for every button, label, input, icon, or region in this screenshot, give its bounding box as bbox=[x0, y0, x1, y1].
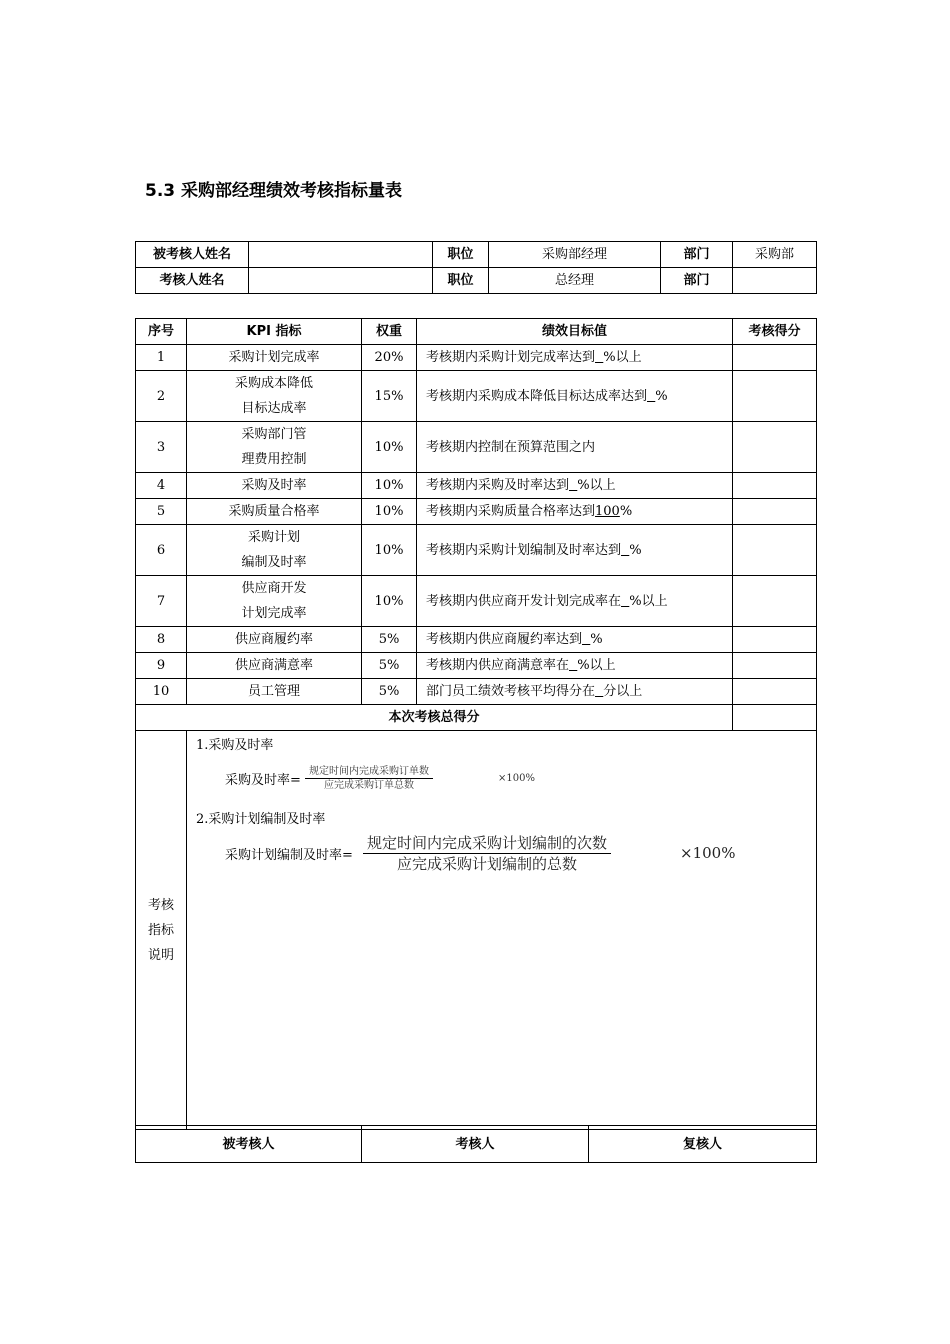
row-number: 7 bbox=[136, 576, 187, 627]
kpi-name bbox=[187, 576, 362, 627]
note-item1-lhs: 采购及时率= bbox=[225, 773, 301, 788]
note-item2-title: 2.采购计划编制及时率 bbox=[196, 812, 326, 827]
kpi-name-line: 采购质量合格率 bbox=[228, 504, 320, 519]
total-score-label: 本次考核总得分 bbox=[136, 705, 733, 731]
kpi-name-line: 采购及时率 bbox=[241, 478, 307, 493]
assessee-department-value: 采购部 bbox=[733, 242, 817, 268]
score-field[interactable] bbox=[733, 371, 817, 422]
assessor-name-label: 考核人姓名 bbox=[136, 268, 249, 294]
kpi-name-line: 编制及时率 bbox=[241, 555, 307, 570]
score-field[interactable] bbox=[733, 345, 817, 371]
kpi-target bbox=[417, 525, 733, 576]
total-score-field[interactable] bbox=[733, 705, 817, 731]
kpi-name-line: 供应商开发 bbox=[241, 581, 307, 596]
target-text: % bbox=[590, 632, 603, 647]
note-item1-multiplier: ×100% bbox=[498, 773, 535, 784]
kpi-target bbox=[417, 473, 733, 499]
row-number: 1 bbox=[136, 345, 187, 371]
target-blank[interactable]: 100 bbox=[595, 504, 620, 519]
table-row bbox=[136, 422, 817, 473]
row-number: 8 bbox=[136, 627, 187, 653]
assessor-department-field[interactable] bbox=[733, 268, 817, 294]
score-field[interactable] bbox=[733, 653, 817, 679]
row-number: 4 bbox=[136, 473, 187, 499]
target-text: 考核期内采购成本降低目标达成率达到 bbox=[426, 388, 648, 404]
target-text: %以上 bbox=[603, 350, 642, 365]
row-number: 6 bbox=[136, 525, 187, 576]
assessee-signature[interactable]: 被考核人 bbox=[136, 1126, 362, 1163]
row-number: 2 bbox=[136, 371, 187, 422]
notes-label-line: 指标 bbox=[147, 922, 174, 938]
kpi-weight: 10% bbox=[362, 473, 417, 499]
score-field[interactable] bbox=[733, 627, 817, 653]
kpi-weight: 20% bbox=[362, 345, 417, 371]
notes-label-line: 说明 bbox=[147, 947, 174, 963]
table-row bbox=[136, 679, 817, 705]
column-header: 序号 bbox=[136, 319, 187, 345]
score-field[interactable] bbox=[733, 473, 817, 499]
kpi-weight: 5% bbox=[362, 627, 417, 653]
kpi-name-line: 计划完成率 bbox=[241, 606, 307, 621]
note-item1-numerator: 规定时间内完成采购订单数 bbox=[305, 765, 433, 779]
kpi-name-line: 采购计划完成率 bbox=[228, 350, 320, 365]
note-item2-numerator: 规定时间内完成采购计划编制的次数 bbox=[363, 833, 611, 854]
note-item2-lhs: 采购计划编制及时率= bbox=[225, 848, 353, 863]
kpi-target bbox=[417, 345, 733, 371]
kpi-name-line: 采购部门管 bbox=[241, 427, 307, 442]
assessee-name-field[interactable] bbox=[249, 242, 433, 268]
header-table bbox=[135, 241, 817, 294]
reviewer-signature[interactable]: 复核人 bbox=[589, 1126, 817, 1163]
header-row-assessor bbox=[136, 268, 817, 294]
kpi-weight: 5% bbox=[362, 679, 417, 705]
kpi-name-line: 员工管理 bbox=[247, 684, 300, 699]
kpi-table bbox=[135, 318, 817, 1130]
table-row bbox=[136, 653, 817, 679]
score-field[interactable] bbox=[733, 679, 817, 705]
target-text: 考核期内采购计划编制及时率达到 bbox=[426, 542, 622, 558]
table-row bbox=[136, 345, 817, 371]
row-number: 5 bbox=[136, 499, 187, 525]
kpi-target bbox=[417, 499, 733, 525]
score-field[interactable] bbox=[733, 422, 817, 473]
row-number: 10 bbox=[136, 679, 187, 705]
signature-row bbox=[136, 1126, 817, 1163]
signature-table bbox=[135, 1125, 817, 1163]
kpi-name bbox=[187, 422, 362, 473]
kpi-weight: 10% bbox=[362, 422, 417, 473]
target-text: % bbox=[629, 542, 642, 558]
target-text: %以上 bbox=[577, 478, 616, 493]
assessor-position-value: 总经理 bbox=[489, 268, 661, 294]
row-number: 9 bbox=[136, 653, 187, 679]
department-label: 部门 bbox=[661, 268, 733, 294]
note-item2-denominator: 应完成采购计划编制的总数 bbox=[397, 855, 578, 873]
table-row bbox=[136, 371, 817, 422]
kpi-weight: 10% bbox=[362, 499, 417, 525]
kpi-name bbox=[187, 473, 362, 499]
target-text: 考核期内采购质量合格率达到 bbox=[426, 504, 596, 519]
kpi-weight: 10% bbox=[362, 525, 417, 576]
note-item1-denominator: 应完成采购订单总数 bbox=[324, 780, 414, 791]
column-header: KPI 指标 bbox=[187, 319, 362, 345]
notes-label bbox=[136, 731, 187, 1130]
kpi-weight: 5% bbox=[362, 653, 417, 679]
column-header: 权重 bbox=[362, 319, 417, 345]
page-title: 5.3 采购部经理绩效考核指标量表 bbox=[145, 181, 403, 201]
kpi-target bbox=[417, 679, 733, 705]
row-number: 3 bbox=[136, 422, 187, 473]
kpi-target bbox=[417, 422, 733, 473]
score-field[interactable] bbox=[733, 525, 817, 576]
assessor-signature[interactable]: 考核人 bbox=[362, 1126, 589, 1163]
kpi-name bbox=[187, 345, 362, 371]
kpi-name bbox=[187, 499, 362, 525]
table-row bbox=[136, 499, 817, 525]
target-text: % bbox=[655, 388, 668, 404]
target-text: 考核期内供应商开发计划完成率在 bbox=[426, 593, 622, 609]
target-text: % bbox=[619, 504, 633, 519]
header-row-assessee bbox=[136, 242, 817, 268]
target-text: %以上 bbox=[629, 593, 668, 609]
notes-content bbox=[187, 731, 817, 1130]
target-text: 考核期内控制在预算范围之内 bbox=[426, 439, 596, 455]
note-item1-title: 1.采购及时率 bbox=[196, 738, 274, 753]
column-header: 考核得分 bbox=[733, 319, 817, 345]
note-item2-fraction bbox=[363, 833, 611, 874]
kpi-name-line: 供应商满意率 bbox=[234, 658, 313, 673]
position-label: 职位 bbox=[433, 268, 489, 294]
target-text: 考核期内供应商满意率在 bbox=[426, 658, 570, 673]
kpi-name bbox=[187, 653, 362, 679]
target-text: 分以上 bbox=[603, 684, 643, 699]
table-row bbox=[136, 473, 817, 499]
table-row bbox=[136, 525, 817, 576]
kpi-table-header bbox=[136, 319, 817, 345]
table-row bbox=[136, 576, 817, 627]
assessee-position-value: 采购部经理 bbox=[489, 242, 661, 268]
target-text: %以上 bbox=[577, 658, 616, 673]
kpi-name-line: 目标达成率 bbox=[241, 401, 307, 416]
column-header: 绩效目标值 bbox=[417, 319, 733, 345]
note-item2-multiplier: ×100% bbox=[680, 844, 736, 862]
target-text: 部门员工绩效考核平均得分在 bbox=[426, 684, 596, 699]
kpi-target bbox=[417, 627, 733, 653]
kpi-name-line: 理费用控制 bbox=[241, 452, 307, 467]
target-text: 考核期内采购及时率达到 bbox=[426, 478, 570, 493]
position-label: 职位 bbox=[433, 242, 489, 268]
kpi-name-line: 采购成本降低 bbox=[234, 376, 313, 391]
kpi-name-line: 采购计划 bbox=[247, 530, 300, 545]
kpi-weight: 10% bbox=[362, 576, 417, 627]
table-row bbox=[136, 627, 817, 653]
score-field[interactable] bbox=[733, 576, 817, 627]
assessee-name-label: 被考核人姓名 bbox=[136, 242, 249, 268]
kpi-name bbox=[187, 627, 362, 653]
notes-row bbox=[136, 731, 817, 1130]
kpi-name bbox=[187, 371, 362, 422]
assessor-name-field[interactable] bbox=[249, 268, 433, 294]
kpi-target bbox=[417, 576, 733, 627]
score-field[interactable] bbox=[733, 499, 817, 525]
kpi-target bbox=[417, 653, 733, 679]
kpi-weight: 15% bbox=[362, 371, 417, 422]
kpi-target bbox=[417, 371, 733, 422]
target-text: 考核期内采购计划完成率达到 bbox=[426, 350, 596, 365]
kpi-name bbox=[187, 525, 362, 576]
notes-label-line: 考核 bbox=[147, 897, 174, 913]
note-item1-fraction bbox=[305, 765, 433, 792]
kpi-name bbox=[187, 679, 362, 705]
target-text: 考核期内供应商履约率达到 bbox=[426, 632, 583, 647]
department-label: 部门 bbox=[661, 242, 733, 268]
kpi-name-line: 供应商履约率 bbox=[234, 632, 313, 647]
total-score-row bbox=[136, 705, 817, 731]
